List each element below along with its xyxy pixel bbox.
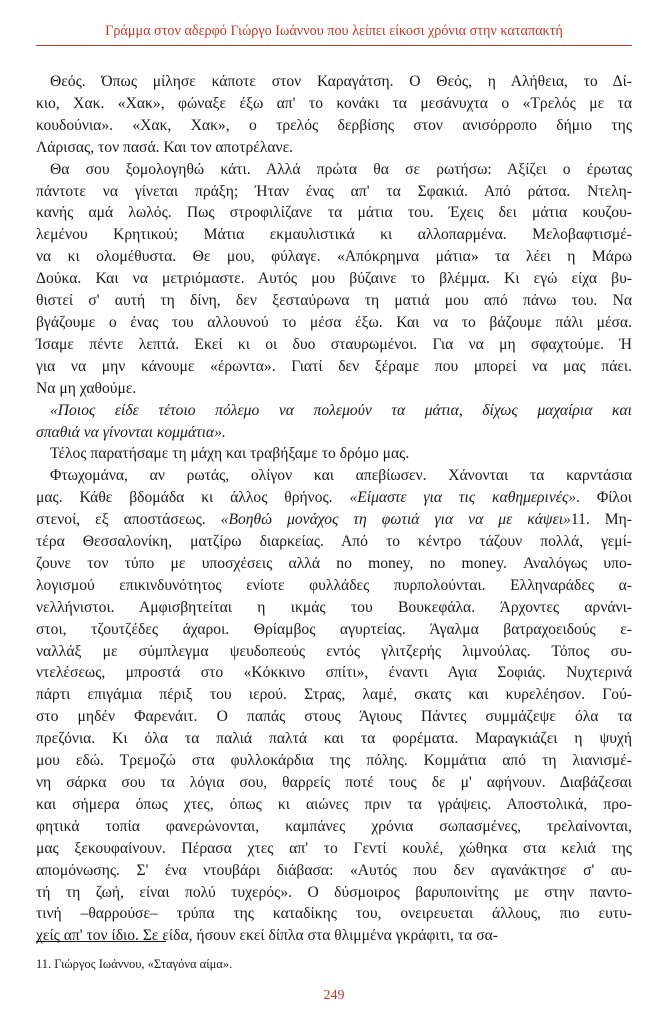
text-line: Λάρισας, τον πασά. Και τον αποτρέλανε. <box>36 138 294 156</box>
text-line: κανής αμά λωλός. Πως στροφιλίζανε τα μάτια του. Έχεις δει μάτια κουζου- <box>36 204 632 222</box>
text-line: λογισμού επικινδυνότητος ενίοτε φυλλάδες πυρπολούνται. Ελληναράδες α- <box>36 576 632 594</box>
text-line: για να μην κάνουμε «έρωντα». Γιατί δεν ξέραμε που μπορεί να μας πάει. <box>36 357 632 375</box>
paragraph <box>36 400 632 444</box>
text-line: ζουνε τον τύπο με υποσχέσεις αλλά no money, no money. Αναλόγως υπο- <box>36 554 632 572</box>
text-line: απομόνωσης. Σ' ένα ντουβάρι διάβασα: «Αυτός που δεν αγανάκτησε σ' αυ- <box>36 861 632 879</box>
text-line: «Ποιος είδε τέτοιο πόλεμο να πολεμούν τα μάτια, δίχως μαχαίρια και <box>50 401 632 419</box>
text-line: πρεζόνια. Κι όλα τα παλιά παλτά και τα φορέματα. Μαραγκιάζει η ψυχή <box>36 730 632 748</box>
text-line: Ίσαμε πέντε λεπτά. Εκεί κι οι δυο σταυρωμένοι. Για να μη σφαχτούμε. Ή <box>36 335 632 353</box>
paragraph <box>36 465 632 947</box>
text-line: στοι, τζουτζέδες άχαροι. Θρίαμβος αγυρτείας. Άγαλμα βατραχοειδούς ε- <box>36 620 632 638</box>
text-line: Φτωχομάνα, αν ρωτάς, ολίγον και απεβίωσεν. Χάνονται τα καρντάσια <box>50 467 632 485</box>
text-line: τέρα Θεσσαλονίκη, ματζίρω διαρκείας. Από το κέντρο τάζουν πολλά, γεμί- <box>36 533 632 551</box>
text-line: στο μηδέν Φαρενάιτ. Ο παπάς στους Άγιους Πάντες συμμάζεψε όλα τα <box>36 708 632 726</box>
page-number: 249 <box>323 988 345 1003</box>
text-line: τινή –θαρρούσε– τρύπα της καταδίκης του, ονειρευεται άλλους, πιο ευτυ- <box>36 905 632 923</box>
text-line: Δούκα. Και να μετριόμαστε. Αυτός μου βύζαινε το βλέμμα. Κι εγώ είχα βυ- <box>36 270 632 288</box>
text-line: κιο, Χακ. «Χακ», φώναξε έξω απ' το κονάκι τα μεσάνυχτα ο «Τρελός με τα <box>36 94 632 112</box>
paragraph <box>36 443 632 465</box>
text-line: μας ξεκουφαίνουν. Πέρασα χτες απ' το Γεντί κουλέ, χώθηκα στα κελιά της <box>36 839 632 857</box>
text-line: Θα σου ξομολογηθώ κάτι. Αλλά πρώτα θα σε ρωτήσω: Αξίζει ο έρωτας <box>50 160 632 178</box>
text-line: Να μη χαθούμε. <box>36 379 137 397</box>
text-line: μας. Κάθε βδομάδα κι άλλος θρήνος. «Είμαστε για τις καθημερινές». Φίλοι <box>36 489 632 507</box>
text-line: ναλλάξ με σύμπλεγμα ψευδοπεούς εντός γλιτζερής λιμνούλας. Τόπος συ- <box>36 642 632 660</box>
text-line: να κι ολομέθυστα. Θε μου, φύλαγε. «Απόκρημνα μάτια» τα λέει η Μάρω <box>36 248 632 266</box>
paragraph <box>36 159 632 400</box>
text-line: βγάζουμε ο ένας του αλλουνού το μέσα έξω. Και να το βάζουμε πάλι μέσα. <box>36 313 632 331</box>
text-line: χείς απ' τον ίδιο. Σε είδα, ήσουν εκεί δίπλα στα θλιμμένα γκράφιτι, τα σα- <box>36 927 498 945</box>
text-line: τή τη ζωή, είναι πολύ τυχερός». Ο δύσμοιρος βαρυποινίτης με στην παντο- <box>36 883 632 901</box>
text-line: πάντοτε να γίνεται πράξη; Ήταν ένας απ' τα Σφακιά. Από ράτσα. Ντελη- <box>36 182 632 200</box>
text-line: φητικά τοπία φανερώνονται, καμπάνες χρόνια σωπασμένες, τρελαίνονται, <box>36 817 632 835</box>
footnote-rule <box>36 941 166 942</box>
text-line: νελλήνιστοι. Αμφισβητείται η ικμάς του Βουκεφάλα. Άρχοντες αρνάνι- <box>36 598 632 616</box>
text-line: ντελέσεως, μπροστά στο «Κόκκινο σπίτι», έναντι Αγια Σοφιάς. Νυχτερινά <box>36 664 632 682</box>
text-line: στενοί, εξ αποστάσεως. «Βοηθώ μονάχος τη φωτιά για να με κάψει»11. Μη- <box>36 511 632 529</box>
body-text <box>36 71 632 947</box>
text-line: μου εδώ. Τρεμοζώ στα φυλλοκάρδια της πόλης. Κομμάτια από τη λιανισμέ- <box>36 752 632 770</box>
header-rule <box>36 45 632 46</box>
text-line: κουδούνια». «Χακ, Χακ», ο τρελός δερβίσης στον ανισόρροπο δήμιο της <box>36 116 632 134</box>
text-line: θιστεί σ' αυτή τη δίνη, δεν ξεσταύρωνα τη ματιά μου από πάνω του. Να <box>36 292 632 310</box>
text-line: Θεός. Όπως μίλησε κάποτε στον Καραγάτση. Ο Θεός, η Αλήθεια, το Δί- <box>50 73 632 90</box>
text-line: πάρτι επιγάμια πέριξ του ιερού. Στρας, λαμέ, σκατς και κυρελέησον. Γού- <box>36 686 632 704</box>
running-header: Γράμμα στον αδερφό Γιώργο Ιωάννου που λείπει είκοσι χρόνια στην καταπακτή <box>105 23 563 39</box>
text-line: σπαθιά να γίνονται κομμάτια». <box>36 423 226 441</box>
text-line: νη σάρκα σου τα λόγια σου, θαρρείς ποτέ τους δε μ' αφήνουν. Διαβάζεσαι <box>36 774 632 791</box>
text-line: Τέλος παρατήσαμε τη μάχη και τραβήξαμε το δρόμο μας. <box>50 445 410 463</box>
paragraph <box>36 71 632 159</box>
footnote: 11. Γιώργος Ιωάννου, «Σταγόνα αίμα». <box>36 957 233 971</box>
text-line: λεμένου Κρητικού; Μάτια εκμαυλιστικά κι αλλοπαρμένα. Μελοβαφτισμέ- <box>36 226 632 244</box>
text-line: και σήμερα όπως χτες, όπως κι αιώνες πριν τα γράψεις. Αποστολικά, προ- <box>36 795 632 813</box>
